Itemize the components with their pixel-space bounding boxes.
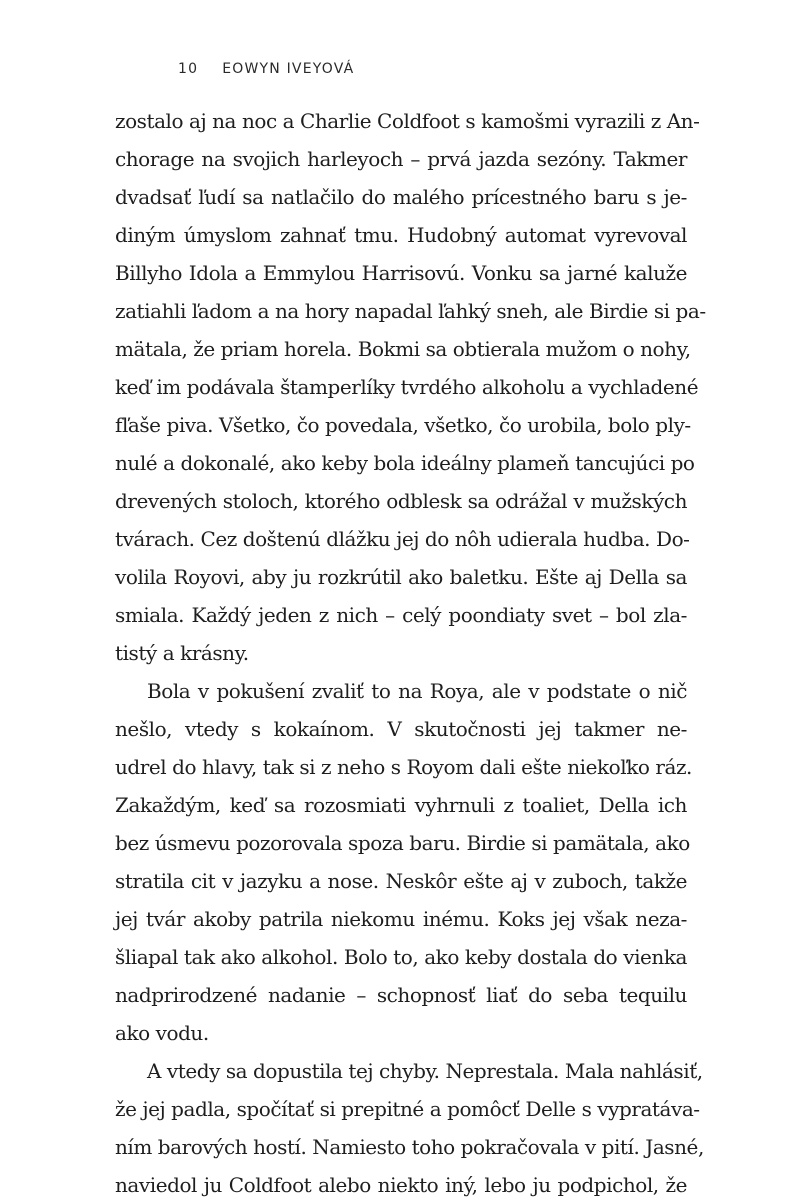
text-line: ako vodu. [115,1021,209,1045]
page-number: 10 [178,61,199,77]
text-line: A vtedy sa dopustila tej chyby. Neprestala. Mala nahlásiť, [147,1059,703,1083]
text-line: diným úmyslom zahnať tmu. Hudobný automat vyrevoval [115,223,687,247]
text-line: chorage na svojich harleyoch – prvá jazda sezóny. Takmer [115,147,687,171]
text-line: fľaše piva. Všetko, čo povedala, všetko, čo urobila, bolo ply- [115,413,691,437]
text-line: keď im podávala štamperlíky tvrdého alkoholu a vychladené [115,375,699,399]
text-line: Zakaždým, keď sa rozosmiati vyhrnuli z toaliet, Della ich [115,793,687,817]
text-line: dvadsať ľudí sa natlačilo do malého prícestného baru s je- [115,185,687,209]
text-line: ním barových hostí. Namiesto toho pokračovala v pití. Jasné, [115,1135,704,1159]
text-line: že jej padla, spočítať si prepitné a pomôcť Delle s vypratáva- [115,1097,700,1121]
text-line: tvárach. Cez doštenú dlážku jej do nôh udierala hudba. Do- [115,527,690,551]
text-line: zatiahli ľadom a na hory napadal ľahký sneh, ale Birdie si pa- [115,299,706,323]
text-line: tistý a krásny. [115,641,249,665]
running-head [178,58,354,80]
text-line: bez úsmevu pozorovala spoza baru. Birdie si pamätala, ako [115,831,690,855]
text-line: udrel do hlavy, tak si z neho s Royom dali ešte niekoľko ráz. [115,755,692,779]
paragraph [115,102,706,672]
text-line: nešlo, vtedy s kokaínom. V skutočnosti jej takmer ne- [115,717,687,741]
text-line: stratila cit v jazyku a nose. Neskôr ešte aj v zuboch, takže [115,869,687,893]
text-line: drevených stoloch, ktorého odblesk sa odrážal v mužských [115,489,687,513]
text-line: Billyho Idola a Emmylou Harrisovú. Vonku sa jarné kaluže [115,261,687,285]
text-line: volila Royovi, aby ju rozkrútil ako baletku. Ešte aj Della sa [115,565,687,589]
text-line: zostalo aj na noc a Charlie Coldfoot s kamošmi vyrazili z An- [115,109,700,133]
book-author: EOWYN IVEYOVÁ [222,61,355,77]
text-line: nadprirodzené nadanie – schopnosť liať do seba tequilu [115,983,687,1007]
text-line: Bola v pokušení zvaliť to na Roya, ale v podstate o nič [147,679,687,703]
text-line: nulé a dokonalé, ako keby bola ideálny plameň tancujúci po [115,451,695,475]
text-line: mätala, že priam horela. Bokmi sa obtierala mužom o nohy, [115,337,691,361]
paragraph [115,672,692,1052]
text-line: jej tvár akoby patrila niekomu inému. Koks jej však neza- [115,907,687,931]
paragraph [115,1052,704,1204]
text-line: šliapal tak ako alkohol. Bolo to, ako keby dostala do vienka [115,945,687,969]
body-text [115,102,706,1204]
text-line: naviedol ju Coldfoot alebo niekto iný, lebo ju podpichol, že [115,1173,687,1197]
text-line: smiala. Každý jeden z nich – celý poondiaty svet – bol zla- [115,603,687,627]
